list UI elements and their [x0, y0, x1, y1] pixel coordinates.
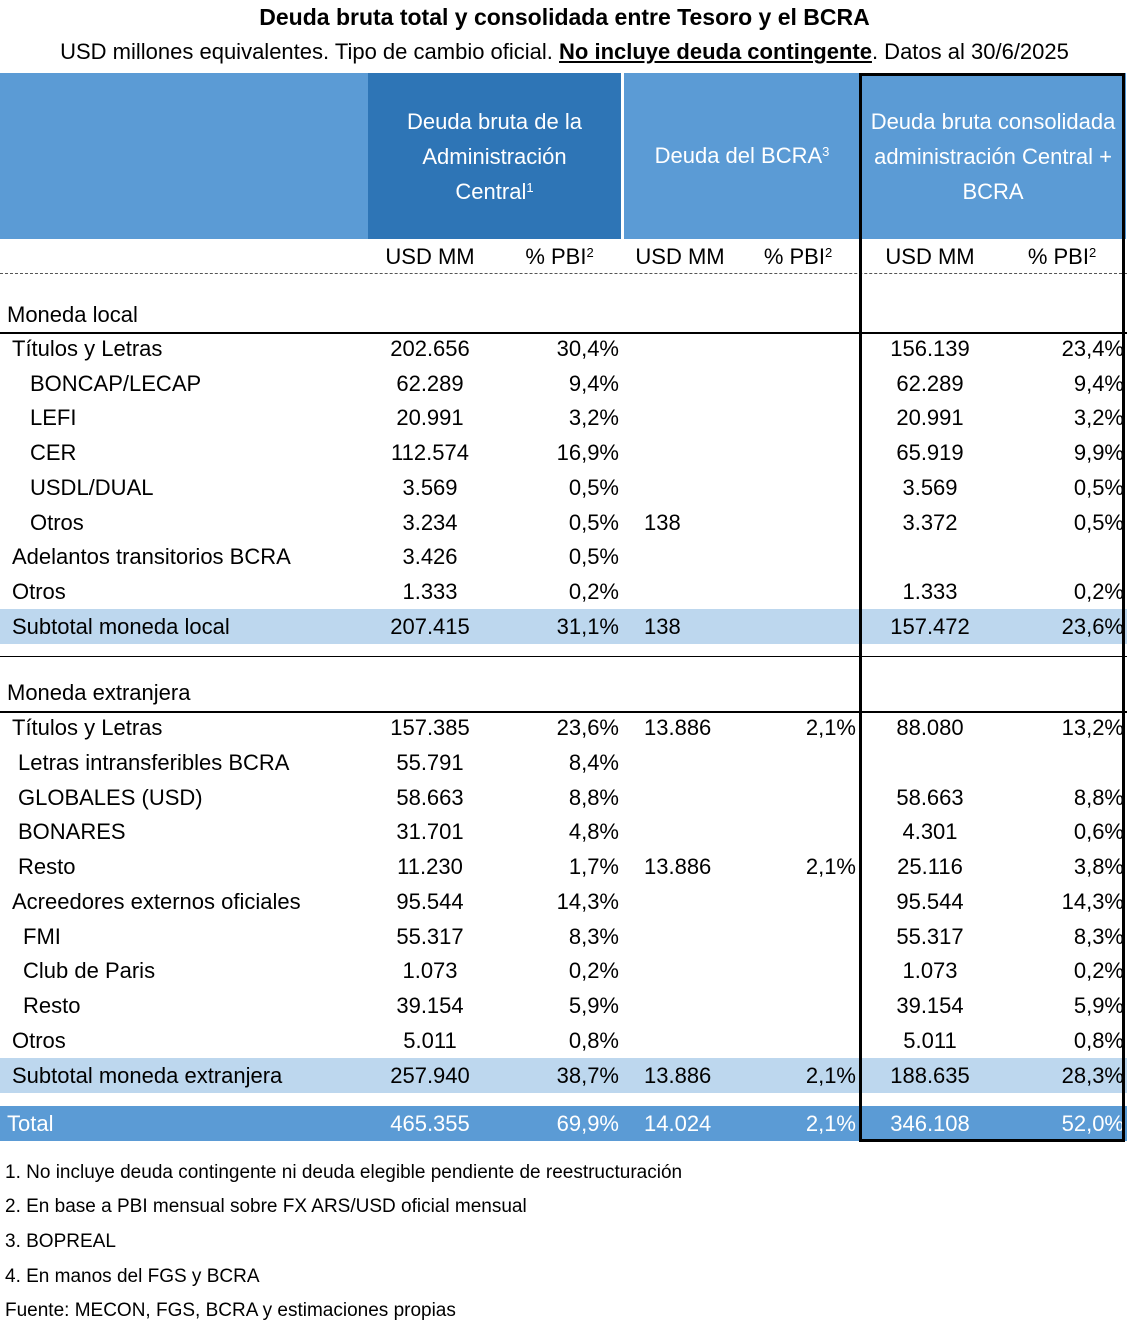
cell-bcra-pbi: 2,1% [805, 854, 856, 879]
row-label: Club de Paris [23, 958, 156, 984]
cell-bcra-usd: 13.886 [644, 715, 712, 740]
cell-cons-usd: 88.080 [896, 715, 964, 740]
cell-cons-usd: 25.116 [897, 854, 963, 879]
footnote-marker: 3 [822, 144, 830, 159]
cell-adm-pbi: 69,9% [556, 1111, 619, 1136]
table-row [0, 331, 1127, 366]
subtotal-row [0, 1058, 1127, 1093]
header-blank [0, 73, 368, 239]
cell-adm-pbi: 8,4% [568, 749, 619, 775]
row-label: Total [7, 1111, 54, 1136]
cell-cons-pbi: 3,2% [1073, 405, 1124, 431]
cell-adm-usd: 112.574 [391, 440, 469, 466]
subtitle-text: USD millones equivalentes. Tipo de cambio oficial. [60, 39, 560, 64]
cell-adm-pbi: 0,5% [568, 509, 619, 535]
header-adm-label: Deuda bruta de la Administración Central [407, 108, 582, 204]
cell-cons-usd: 1.073 [902, 958, 958, 984]
cell-adm-usd: 95.544 [396, 888, 464, 914]
header-bcra-label: Deuda del BCRA [654, 143, 823, 168]
header-divider [0, 273, 1127, 274]
cell-adm-usd: 1.073 [402, 958, 458, 984]
row-label: Otros [30, 509, 84, 535]
cell-adm-usd: 58.663 [396, 784, 464, 810]
table-row [0, 505, 1127, 540]
col-adm-usd: USD MM [385, 244, 475, 269]
cell-cons-pbi: 0,2% [1073, 578, 1124, 604]
subtotal-row [0, 609, 1127, 644]
footnote-marker: 2 [824, 245, 833, 260]
footnote-2: 2. En base a PBI mensual sobre FX ARS/USD oficial mensual [5, 1196, 527, 1217]
row-label: Títulos y Letras [12, 336, 163, 361]
cell-adm-usd: 31.701 [396, 819, 464, 845]
table-row [0, 884, 1127, 919]
cell-cons-pbi: 14,3% [1061, 888, 1124, 914]
cell-bcra-usd: 13.886 [644, 1063, 712, 1088]
cell-adm-usd: 3.234 [402, 509, 458, 535]
cell-cons-pbi: 5,9% [1073, 993, 1124, 1018]
cell-adm-pbi: 16,9% [556, 440, 619, 466]
col-pbi-label: % PBI [525, 244, 587, 269]
cell-bcra-pbi: 2,1% [805, 1111, 856, 1136]
row-label: Otros [12, 578, 66, 604]
header-consolidada [860, 73, 1126, 239]
row-label: BONARES [18, 819, 126, 845]
table-title: Deuda bruta total y consolidada entre Tesoro y el BCRA [259, 4, 870, 30]
row-label: BONCAP/LECAP [30, 370, 202, 396]
cell-adm-pbi: 14,3% [556, 888, 619, 914]
cell-adm-usd: 20.991 [396, 405, 464, 431]
cell-cons-pbi: 0,5% [1073, 509, 1124, 535]
cell-adm-usd: 465.355 [390, 1111, 470, 1136]
cell-cons-pbi: 9,4% [1073, 370, 1124, 396]
source-note: Fuente: MECON, FGS, BCRA y estimaciones propias [5, 1300, 456, 1321]
section-moneda-extranjera: Moneda extranjera [7, 680, 191, 705]
cell-adm-usd: 1.333 [402, 578, 458, 604]
cell-adm-pbi: 0,2% [568, 958, 619, 984]
row-label: USDL/DUAL [30, 474, 154, 500]
table-row [0, 435, 1127, 470]
footnote-1: 1. No incluye deuda contingente ni deuda elegible pendiente de reestructuración [5, 1162, 683, 1183]
subtitle-date: . Datos al 30/6/2025 [871, 39, 1069, 64]
cell-cons-pbi: 8,8% [1073, 784, 1124, 810]
table-row [0, 849, 1127, 884]
cell-adm-usd: 11.230 [397, 854, 463, 879]
cell-cons-usd: 3.569 [902, 474, 958, 500]
row-label: Resto [23, 993, 81, 1018]
row-label: LEFI [30, 405, 77, 431]
cell-cons-usd: 346.108 [890, 1111, 970, 1136]
subtitle-emphasis: No incluye deuda contingente [559, 39, 872, 64]
table-row [0, 745, 1127, 780]
cell-cons-pbi: 23,4% [1061, 336, 1124, 361]
footnote-marker: 2 [586, 245, 594, 260]
cell-adm-pbi: 8,3% [568, 923, 619, 949]
cell-cons-usd: 55.317 [896, 923, 964, 949]
col-bcra-pbi [740, 240, 856, 274]
cell-adm-pbi: 8,8% [568, 784, 619, 810]
cell-adm-pbi: 3,2% [568, 405, 619, 431]
cell-cons-usd: 156.139 [890, 336, 970, 361]
cell-bcra-usd: 138 [644, 614, 681, 639]
cell-cons-pbi: 0,6% [1073, 819, 1124, 845]
cell-cons-usd: 5.011 [903, 1027, 957, 1053]
cell-adm-pbi: 0,5% [568, 544, 619, 570]
table-row [0, 988, 1127, 1023]
col-pbi-label: % PBI [1027, 244, 1089, 269]
cell-adm-usd: 3.426 [402, 544, 458, 570]
cell-cons-usd: 39.154 [896, 993, 964, 1018]
footnote-marker: 2 [1088, 245, 1097, 260]
cell-adm-pbi: 9,4% [568, 370, 619, 396]
cell-cons-pbi: 9,9% [1073, 440, 1124, 466]
header-bcra [624, 73, 860, 239]
cell-adm-pbi: 23,6% [556, 715, 619, 740]
cell-adm-pbi: 1,7% [568, 854, 619, 879]
row-label: CER [30, 440, 77, 466]
cell-bcra-usd: 13.886 [644, 854, 712, 879]
cell-cons-usd: 20.991 [896, 405, 964, 431]
row-label: Resto [18, 854, 76, 879]
cell-cons-usd: 95.544 [896, 888, 964, 914]
cell-adm-usd: 207.415 [390, 614, 470, 639]
table-row [0, 539, 1127, 574]
table-row [0, 366, 1127, 401]
cell-adm-pbi: 31,1% [556, 614, 619, 639]
cell-cons-pbi: 13,2% [1061, 715, 1124, 740]
cell-adm-usd: 3.569 [402, 474, 458, 500]
cell-adm-usd: 55.791 [396, 749, 464, 775]
cell-adm-pbi: 4,8% [568, 819, 619, 845]
col-pbi-label: % PBI [763, 244, 825, 269]
cell-cons-usd: 62.289 [896, 370, 964, 396]
row-label: Letras intransferibles BCRA [18, 749, 290, 775]
header-adm-central [368, 73, 621, 239]
cell-cons-pbi: 3,8% [1073, 854, 1124, 879]
cell-adm-usd: 202.656 [390, 336, 470, 361]
cell-adm-usd: 5.011 [403, 1027, 457, 1053]
total-row [0, 1106, 1127, 1141]
row-label: Acreedores externos oficiales [12, 888, 301, 914]
footnote-marker: 1 [526, 179, 534, 195]
footnote-3: 3. BOPREAL [5, 1231, 116, 1252]
table-row [0, 953, 1127, 988]
table-row [0, 780, 1127, 815]
col-adm-pbi [500, 240, 619, 274]
cell-cons-pbi: 28,3% [1061, 1063, 1124, 1088]
header-cons-label: Deuda bruta consolidada administración Central + BCRA [870, 108, 1116, 204]
cell-cons-pbi: 0,5% [1073, 474, 1124, 500]
cell-adm-pbi: 30,4% [556, 336, 619, 361]
table-subtitle [0, 38, 1129, 66]
cell-cons-pbi: 0,2% [1073, 958, 1124, 984]
cell-cons-pbi: 23,6% [1061, 614, 1124, 639]
cell-adm-usd: 55.317 [396, 923, 464, 949]
cell-cons-usd: 58.663 [896, 784, 964, 810]
cell-cons-usd: 1.333 [902, 578, 958, 604]
cell-adm-pbi: 38,7% [556, 1063, 619, 1088]
table-row [0, 710, 1127, 745]
cell-adm-pbi: 0,2% [568, 578, 619, 604]
row-label: FMI [23, 923, 61, 949]
section-divider [0, 656, 1127, 657]
cell-adm-pbi: 0,5% [568, 474, 619, 500]
row-label: Subtotal moneda local [12, 614, 230, 639]
cell-cons-pbi: 8,3% [1073, 923, 1124, 949]
footnote-4: 4. En manos del FGS y BCRA [5, 1266, 260, 1287]
cell-cons-usd: 65.919 [896, 440, 964, 466]
cell-cons-usd: 188.635 [890, 1063, 970, 1088]
table-row [0, 574, 1127, 609]
row-label: Títulos y Letras [12, 715, 163, 740]
row-label: Subtotal moneda extranjera [12, 1063, 283, 1088]
col-cons-pbi [1000, 240, 1124, 274]
table-row [0, 814, 1127, 849]
row-label: Adelantos transitorios BCRA [12, 544, 291, 570]
cell-adm-usd: 62.289 [396, 370, 464, 396]
cell-cons-pbi: 52,0% [1061, 1111, 1124, 1136]
row-label: GLOBALES (USD) [18, 784, 203, 810]
cell-cons-usd: 157.472 [890, 614, 970, 639]
cell-adm-usd: 257.940 [390, 1063, 470, 1088]
cell-bcra-pbi: 2,1% [805, 715, 856, 740]
row-label: Otros [12, 1027, 66, 1053]
table-row [0, 919, 1127, 954]
cell-bcra-usd: 14.024 [644, 1111, 712, 1136]
table-row [0, 400, 1127, 435]
col-cons-usd: USD MM [885, 244, 975, 269]
cell-adm-usd: 157.385 [390, 715, 470, 740]
table-row [0, 1023, 1127, 1058]
cell-adm-pbi: 5,9% [568, 993, 619, 1018]
table-row [0, 470, 1127, 505]
cell-adm-pbi: 0,8% [568, 1027, 619, 1053]
cell-cons-usd: 4.301 [902, 819, 958, 845]
cell-bcra-pbi: 2,1% [805, 1063, 856, 1088]
cell-bcra-usd: 138 [644, 509, 681, 535]
cell-cons-usd: 3.372 [902, 509, 958, 535]
section-moneda-local: Moneda local [7, 302, 138, 327]
col-bcra-usd: USD MM [635, 244, 725, 269]
cell-adm-usd: 39.154 [396, 993, 464, 1018]
cell-cons-pbi: 0,8% [1073, 1027, 1124, 1053]
